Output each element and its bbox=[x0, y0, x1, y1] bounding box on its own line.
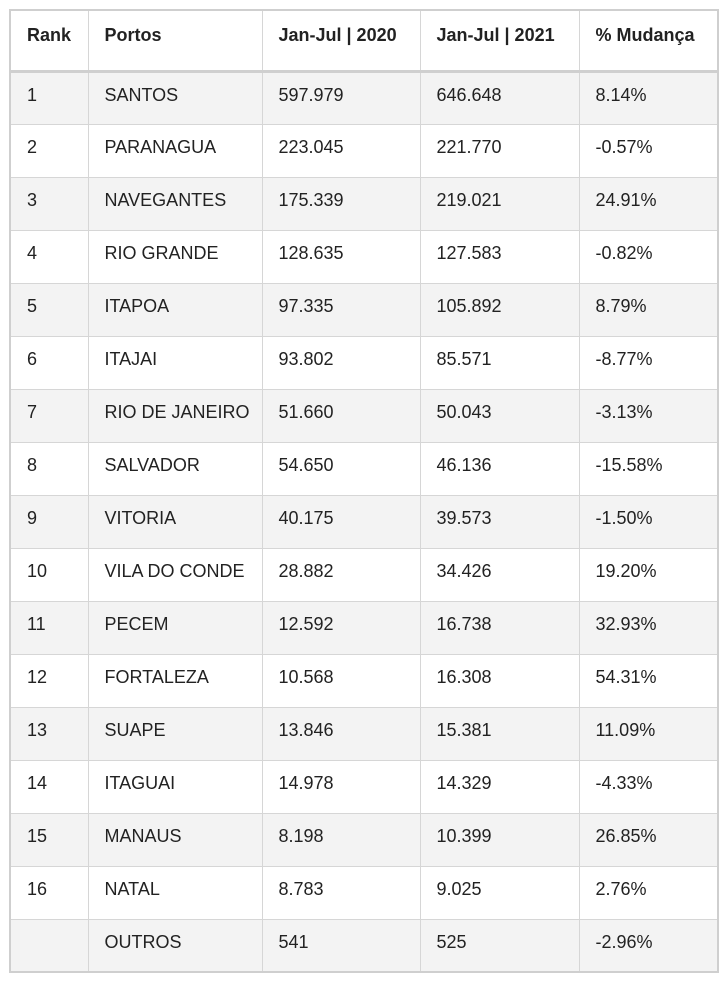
cell-percent-change: 8.79% bbox=[579, 283, 718, 336]
header-ports: Portos bbox=[88, 10, 262, 71]
cell-port: ITAPOA bbox=[88, 283, 262, 336]
table-row bbox=[10, 124, 718, 177]
header-jan-jul-2021: Jan-Jul | 2021 bbox=[420, 10, 579, 71]
cell-port: ITAGUAI bbox=[88, 760, 262, 813]
cell-jan-jul-2021: 525 bbox=[420, 919, 579, 972]
header-percent-change: % Mudança bbox=[579, 10, 718, 71]
table-row bbox=[10, 442, 718, 495]
table-row bbox=[10, 71, 718, 124]
table-row bbox=[10, 919, 718, 972]
ports-ranking-table bbox=[9, 9, 719, 973]
cell-percent-change: 54.31% bbox=[579, 654, 718, 707]
table-row bbox=[10, 283, 718, 336]
cell-percent-change: -8.77% bbox=[579, 336, 718, 389]
cell-jan-jul-2020: 175.339 bbox=[262, 177, 420, 230]
cell-jan-jul-2021: 10.399 bbox=[420, 813, 579, 866]
cell-port: SALVADOR bbox=[88, 442, 262, 495]
cell-jan-jul-2021: 221.770 bbox=[420, 124, 579, 177]
ports-table-container bbox=[9, 9, 717, 973]
cell-percent-change: 8.14% bbox=[579, 71, 718, 124]
cell-percent-change: 32.93% bbox=[579, 601, 718, 654]
cell-rank: 3 bbox=[10, 177, 88, 230]
cell-port: NATAL bbox=[88, 866, 262, 919]
cell-jan-jul-2020: 97.335 bbox=[262, 283, 420, 336]
table-row bbox=[10, 495, 718, 548]
cell-jan-jul-2021: 105.892 bbox=[420, 283, 579, 336]
table-row bbox=[10, 177, 718, 230]
cell-port: SANTOS bbox=[88, 71, 262, 124]
cell-port: SUAPE bbox=[88, 707, 262, 760]
cell-port: OUTROS bbox=[88, 919, 262, 972]
cell-port: MANAUS bbox=[88, 813, 262, 866]
cell-jan-jul-2020: 54.650 bbox=[262, 442, 420, 495]
cell-jan-jul-2021: 85.571 bbox=[420, 336, 579, 389]
table-row bbox=[10, 866, 718, 919]
cell-port: VITORIA bbox=[88, 495, 262, 548]
cell-jan-jul-2020: 8.783 bbox=[262, 866, 420, 919]
cell-jan-jul-2020: 128.635 bbox=[262, 230, 420, 283]
header-jan-jul-2020: Jan-Jul | 2020 bbox=[262, 10, 420, 71]
cell-port: RIO GRANDE bbox=[88, 230, 262, 283]
cell-rank: 10 bbox=[10, 548, 88, 601]
cell-jan-jul-2021: 50.043 bbox=[420, 389, 579, 442]
header-rank: Rank bbox=[10, 10, 88, 71]
cell-percent-change: -0.82% bbox=[579, 230, 718, 283]
table-row bbox=[10, 548, 718, 601]
cell-jan-jul-2021: 15.381 bbox=[420, 707, 579, 760]
cell-percent-change: -0.57% bbox=[579, 124, 718, 177]
cell-percent-change: 2.76% bbox=[579, 866, 718, 919]
cell-percent-change: 26.85% bbox=[579, 813, 718, 866]
cell-rank: 7 bbox=[10, 389, 88, 442]
table-row bbox=[10, 654, 718, 707]
cell-jan-jul-2020: 13.846 bbox=[262, 707, 420, 760]
cell-percent-change: -1.50% bbox=[579, 495, 718, 548]
cell-jan-jul-2020: 8.198 bbox=[262, 813, 420, 866]
cell-port: ITAJAI bbox=[88, 336, 262, 389]
cell-jan-jul-2020: 40.175 bbox=[262, 495, 420, 548]
cell-rank: 12 bbox=[10, 654, 88, 707]
cell-jan-jul-2020: 541 bbox=[262, 919, 420, 972]
cell-percent-change: -3.13% bbox=[579, 389, 718, 442]
table-row bbox=[10, 813, 718, 866]
cell-rank: 4 bbox=[10, 230, 88, 283]
cell-jan-jul-2021: 646.648 bbox=[420, 71, 579, 124]
cell-rank: 1 bbox=[10, 71, 88, 124]
cell-rank: 9 bbox=[10, 495, 88, 548]
cell-percent-change: -4.33% bbox=[579, 760, 718, 813]
cell-jan-jul-2021: 39.573 bbox=[420, 495, 579, 548]
cell-rank: 5 bbox=[10, 283, 88, 336]
cell-jan-jul-2020: 14.978 bbox=[262, 760, 420, 813]
table-row bbox=[10, 336, 718, 389]
cell-jan-jul-2020: 10.568 bbox=[262, 654, 420, 707]
table-row bbox=[10, 601, 718, 654]
cell-rank: 15 bbox=[10, 813, 88, 866]
table-row bbox=[10, 760, 718, 813]
cell-port: PECEM bbox=[88, 601, 262, 654]
cell-port: VILA DO CONDE bbox=[88, 548, 262, 601]
table-row bbox=[10, 230, 718, 283]
cell-percent-change: 24.91% bbox=[579, 177, 718, 230]
table-body bbox=[10, 71, 718, 972]
cell-jan-jul-2020: 93.802 bbox=[262, 336, 420, 389]
cell-jan-jul-2021: 34.426 bbox=[420, 548, 579, 601]
cell-jan-jul-2021: 16.738 bbox=[420, 601, 579, 654]
cell-jan-jul-2021: 14.329 bbox=[420, 760, 579, 813]
cell-rank bbox=[10, 919, 88, 972]
cell-percent-change: 11.09% bbox=[579, 707, 718, 760]
cell-port: RIO DE JANEIRO bbox=[88, 389, 262, 442]
cell-port: NAVEGANTES bbox=[88, 177, 262, 230]
cell-rank: 13 bbox=[10, 707, 88, 760]
cell-jan-jul-2020: 223.045 bbox=[262, 124, 420, 177]
cell-port: FORTALEZA bbox=[88, 654, 262, 707]
cell-jan-jul-2020: 12.592 bbox=[262, 601, 420, 654]
cell-jan-jul-2021: 46.136 bbox=[420, 442, 579, 495]
cell-jan-jul-2021: 9.025 bbox=[420, 866, 579, 919]
cell-port: PARANAGUA bbox=[88, 124, 262, 177]
cell-jan-jul-2020: 597.979 bbox=[262, 71, 420, 124]
cell-rank: 16 bbox=[10, 866, 88, 919]
table-row bbox=[10, 389, 718, 442]
cell-rank: 2 bbox=[10, 124, 88, 177]
cell-rank: 11 bbox=[10, 601, 88, 654]
cell-jan-jul-2021: 127.583 bbox=[420, 230, 579, 283]
cell-percent-change: -2.96% bbox=[579, 919, 718, 972]
cell-rank: 14 bbox=[10, 760, 88, 813]
cell-rank: 6 bbox=[10, 336, 88, 389]
cell-jan-jul-2020: 51.660 bbox=[262, 389, 420, 442]
cell-jan-jul-2021: 16.308 bbox=[420, 654, 579, 707]
table-header bbox=[10, 10, 718, 71]
table-row bbox=[10, 707, 718, 760]
cell-rank: 8 bbox=[10, 442, 88, 495]
cell-percent-change: 19.20% bbox=[579, 548, 718, 601]
cell-percent-change: -15.58% bbox=[579, 442, 718, 495]
cell-jan-jul-2020: 28.882 bbox=[262, 548, 420, 601]
header-row bbox=[10, 10, 718, 71]
cell-jan-jul-2021: 219.021 bbox=[420, 177, 579, 230]
